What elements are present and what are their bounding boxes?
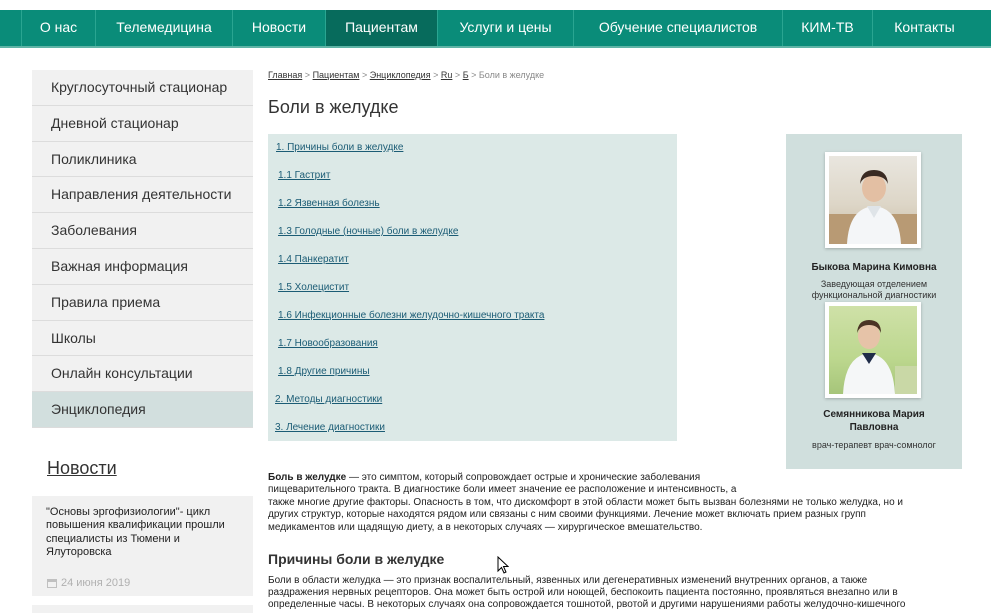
nav-item-patients[interactable]: Пациентам <box>326 10 438 46</box>
news-card-date <box>47 577 130 589</box>
breadcrumb-home[interactable]: Главная <box>268 70 303 80</box>
staff-name: Семянникова Мария <box>823 409 925 420</box>
nav-item-services[interactable]: Услуги и цены <box>438 10 574 46</box>
nav-item-contacts[interactable]: Контакты <box>894 19 955 35</box>
sidebar-item-online-consultations[interactable]: Онлайн консультации <box>32 356 253 392</box>
staff-name: Павловна <box>849 422 899 433</box>
toc-link[interactable]: 1.7 Новообразования <box>278 338 378 349</box>
news-card-link[interactable]: "Основы эргофизиологии"- цикл повышения квалификации прошли специалисты из Тюмени и Ялуторовска <box>46 506 225 558</box>
breadcrumb-sep: > <box>361 70 368 80</box>
table-of-contents <box>268 134 677 441</box>
nav-item-news[interactable]: Новости <box>233 10 326 46</box>
breadcrumb-sep: > <box>304 70 311 80</box>
breadcrumb-sep: > <box>471 70 477 80</box>
breadcrumb-sep: > <box>454 70 461 80</box>
sidebar-item-polyclinic[interactable]: Поликлиника <box>32 142 253 178</box>
breadcrumb-encyclopedia[interactable]: Энциклопедия <box>369 70 431 80</box>
news-date-text: 24 июня 2019 <box>61 577 131 589</box>
toc-link[interactable]: 1.2 Язвенная болезнь <box>278 198 380 209</box>
staff-role: врач-терапевт врач-сомнолог <box>812 440 936 450</box>
intro-line <box>268 472 700 484</box>
staff-photo[interactable] <box>825 152 921 248</box>
toc-link[interactable]: 2. Методы диагностики <box>275 394 383 405</box>
nav-underline <box>0 46 991 48</box>
breadcrumb-ru[interactable]: Ru <box>440 70 453 80</box>
toc-link[interactable]: 1.5 Холецистит <box>278 282 350 293</box>
staff-name: Быкова Марина Кимовна <box>811 262 937 273</box>
sidebar-menu <box>32 70 253 428</box>
intro-line: пищеварительного тракта. В диагностике боли имеет значение ее расположение и интенсивность, а <box>268 484 737 495</box>
sidebar-item-schools[interactable]: Школы <box>32 321 253 357</box>
intro-line: медикаментов или щадящую диету, а в некоторых случаях — хирургическое вмешательство. <box>268 522 703 533</box>
sidebar-item-inpatient[interactable]: Круглосуточный стационар <box>32 70 253 106</box>
nav-item-training[interactable]: Обучение специалистов <box>574 10 783 46</box>
staff-role: функциональной диагностики <box>811 290 937 300</box>
section-line: определенные часы. В некоторых случаях она сопровождается тошнотой, рвотой и другими нарушениями работы желудочно-кишечного <box>268 599 906 610</box>
mouse-pointer-icon <box>497 556 509 574</box>
section-line: раздражения нервных рецепторов. Она может быть острой или ноющей, беспокоить пациента постоянно, проявляться внезапно или в <box>268 587 898 598</box>
section-line: Боли в области желудка — это признак воспалительный, язвенных или дегенеративных изменений внутренних органов, а также <box>268 575 868 586</box>
toc-link[interactable]: 1.3 Голодные (ночные) боли в желудке <box>278 226 459 237</box>
news-card-next <box>32 605 253 613</box>
toc-link[interactable]: 1.6 Инфекционные болезни желудочно-кишечного тракта <box>278 310 545 321</box>
news-card <box>32 496 253 596</box>
news-heading-link[interactable]: Новости <box>47 458 117 478</box>
sidebar-item-important-info[interactable]: Важная информация <box>32 249 253 285</box>
intro-term: Боль в желудке <box>268 472 347 483</box>
toc-link[interactable]: 3. Лечение диагностики <box>275 422 385 433</box>
toc-link[interactable]: 1.4 Панкератит <box>278 254 349 265</box>
top-nav <box>0 10 991 46</box>
breadcrumb-patients[interactable]: Пациентам <box>312 70 360 80</box>
staff-panel <box>786 134 962 469</box>
nav-item-about[interactable]: О нас <box>22 10 96 46</box>
sidebar-item-directions[interactable]: Направления деятельности <box>32 177 253 213</box>
intro-line: других структур, которые находятся рядом или связаны с ним своими функциями. Лечение может включать прием разных групп <box>268 509 866 520</box>
intro-text: — это симптом, который сопровождает острые и хронические заболевания <box>346 472 701 483</box>
staff-photo[interactable] <box>825 302 921 398</box>
intro-line: также многие другие факторы. Опасность в том, что дискомфорт в этой области может быть вызван болезнями не только желудка, но и <box>268 497 903 508</box>
page-title: Боли в желудке <box>268 97 399 117</box>
sidebar-item-admission-rules[interactable]: Правила приема <box>32 285 253 321</box>
sidebar-item-encyclopedia[interactable]: Энциклопедия <box>32 392 253 428</box>
breadcrumb-letter[interactable]: Б <box>462 70 469 80</box>
sidebar-item-diseases[interactable]: Заболевания <box>32 213 253 249</box>
sidebar-item-day-hospital[interactable]: Дневной стационар <box>32 106 253 142</box>
nav-item-kim-tv[interactable]: КИМ-ТВ <box>783 10 873 46</box>
staff-role: Заведующая отделением <box>820 279 928 289</box>
breadcrumb-sep: > <box>433 70 439 80</box>
breadcrumb <box>268 70 544 80</box>
toc-link[interactable]: 1.8 Другие причины <box>278 366 370 377</box>
nav-item-telemedicine[interactable]: Телемедицина <box>96 10 233 46</box>
calendar-icon <box>47 579 57 588</box>
section-heading: Причины боли в желудке <box>268 551 445 567</box>
nav-left-edge <box>0 10 22 46</box>
breadcrumb-current: Боли в желудке <box>478 70 545 80</box>
toc-link[interactable]: 1.1 Гастрит <box>278 170 331 181</box>
toc-link[interactable]: 1. Причины боли в желудке <box>276 142 404 153</box>
